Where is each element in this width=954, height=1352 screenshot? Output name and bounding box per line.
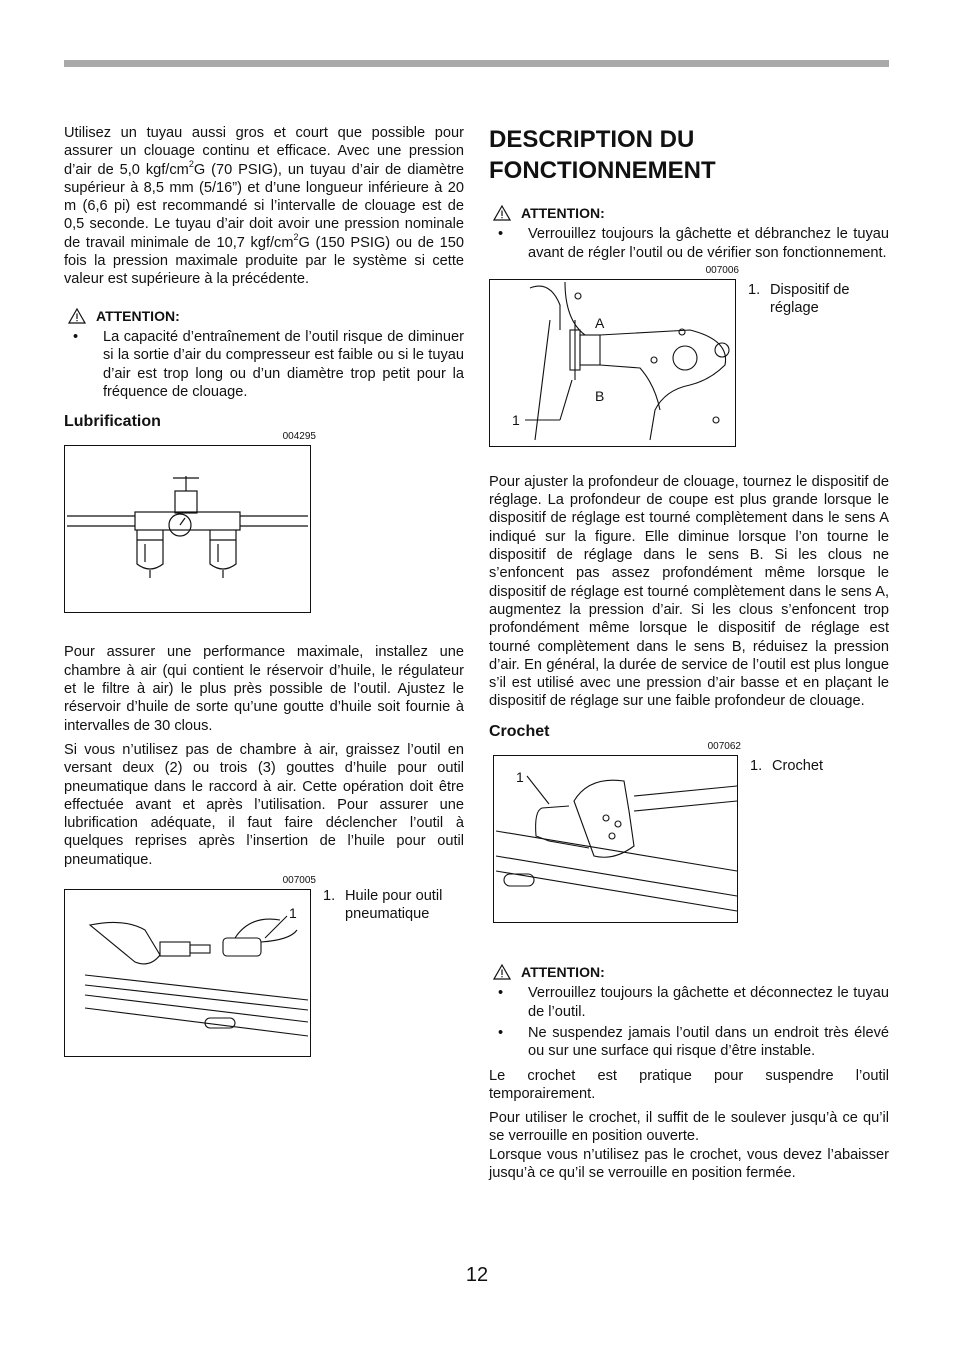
warning-triangle-icon — [493, 205, 511, 221]
lubrification-heading: Lubrification — [64, 413, 161, 431]
depth-paragraph: Pour ajuster la profondeur de clouage, tournez le dispositif de réglage. La profondeur de coupe est plus grande lorsque le dispositif de réglage est tourné complètement dans le sens A indiqué sur la figure. Elle diminue lorsque l’on tourne le dispositif de réglage dans le sens B. Si les clous ne s’enfoncent pas assez profondément même lorsque le dispositif de réglage est tourné complètement dans le sens A, augmentez la pression d’air. Si les clous s’enfoncent trop profondément même lorsque le dispositif de réglage est tourné complètement dans le sens B, réduisez la pression d’air. En général, la durée de service de l’outil est plus longue s’il est utilisé avec une pression d’air basse et en plaçant le dispositif de réglage sur une faible profondeur de clouage. — [489, 473, 889, 710]
figure-code: 004295 — [282, 431, 316, 443]
header-rule — [64, 60, 889, 67]
attention-heading: ATTENTION: — [493, 963, 889, 981]
figure-code: 007005 — [282, 875, 316, 887]
figure-hook — [493, 755, 738, 923]
hook-paragraph-1: Le crochet est pratique pour suspendre l’outil temporairement. — [489, 1067, 889, 1102]
figure-legend: 1. Dispositif de réglage — [748, 281, 850, 317]
warning-triangle-icon — [493, 964, 511, 980]
figure-hook-row — [489, 753, 889, 923]
hook-paragraph-3: Lorsque vous n’utilisez pas le crochet, vous devez l’abaisser jusqu’à ce qu’il se verrouille en position fermée. — [489, 1146, 889, 1182]
figure-legend: 1. Huile pour outil pneumatique — [323, 888, 443, 923]
lubrification-paragraph-1: Pour assurer une performance maximale, installez une chambre à air (qui contient le réservoir d’huile, le régulateur et le filtre à air) le plus près possible de l’outil. Ajustez le réservoir d’huile de sorte qu’une goutte d’huile soit fournie à intervalles de 30 clous. — [64, 644, 464, 734]
figure-label-b: B — [595, 387, 605, 404]
figure-callout-1: 1 — [512, 411, 520, 428]
attention-heading: ATTENTION: — [493, 204, 889, 222]
left-column — [64, 124, 464, 1057]
figure-callout-1: 1 — [289, 905, 297, 922]
attention-list — [489, 984, 889, 1060]
figure-adjuster — [489, 279, 736, 447]
attention-list — [64, 328, 464, 401]
intro-paragraph: Utilisez un tuyau aussi gros et court que possible pour assurer un clouage continu et efficace. Avec une pression d’air de 5,0 kgf/$cm^2G$ (70 PSIG), un tuyau d’air de diamètre supérieur à 8,5 mm (5/16”) et d’une longueur inférieure à 20 m (6,6 pi) est recommandé si l’intervalle de clouage est de 0,5 seconde. Le tuyau d’air doit avoir une pression nominale de travail minimale de 10,7 kgf/$cm^2G$ (150 PSIG) ou de 150 fois la pression maximale produite par le système si cette valeur est supérieure à la précédente. — [64, 125, 464, 288]
page-number: 12 — [465, 1264, 489, 1286]
figure-pneumatic-oil — [64, 889, 311, 1057]
warning-triangle-icon — [68, 308, 86, 324]
figure-code: 007006 — [705, 264, 739, 276]
attention-list — [489, 225, 889, 262]
figure-code: 007062 — [707, 741, 741, 753]
attention-item: • Verrouillez toujours la gâchette et déconnectez le tuyau de l’outil. — [489, 984, 889, 1021]
lubrification-paragraph-2: Si vous n’utilisez pas de chambre à air, graissez l’outil en versant deux (2) ou trois (3) gouttes d’huile pour outil pneumatique dans le raccord à air. Cette opération doit être effectuée avant et après l’utilisation. Pour assurer une lubrification adéquate, il faut faire déclencher l’outil à quelques reprises après l’insertion de l’huile pour outil pneumatique. — [64, 741, 464, 868]
attention-item: • La capacité d’entraînement de l’outil risque de diminuer si la sortie d’air du compresseur est faible ou si le tuyau d’air est trop long ou d’un diamètre trop petit pour la fréquence de clouage. — [64, 328, 464, 401]
hook-illustration — [494, 756, 737, 922]
attention-item: • Ne suspendez jamais l’outil dans un endroit très élevé ou sur une surface qui risque d’être instable. — [489, 1024, 889, 1061]
attention-item: • Verrouillez toujours la gâchette et débranchez le tuyau avant de régler l’outil ou de vérifier son fonctionnement. — [489, 225, 889, 262]
adjuster-illustration — [490, 280, 735, 446]
figure-adjuster-row — [489, 277, 889, 447]
crochet-heading: Crochet — [489, 722, 550, 740]
attention-heading: ATTENTION: — [68, 307, 464, 325]
right-column — [489, 124, 889, 1188]
figure-legend: 1. Crochet — [750, 758, 824, 775]
figure-label-a: A — [595, 314, 605, 331]
section-title: DESCRIPTION DU FONCTIONNEMENT — [489, 126, 716, 184]
figure-air-set — [64, 445, 311, 613]
figure-callout-1: 1 — [516, 769, 524, 786]
hook-paragraph-2: Pour utiliser le crochet, il suffit de le soulever jusqu’à ce qu’il se verrouille en position ouverte. — [489, 1110, 889, 1145]
figure-oil-row — [64, 887, 464, 1057]
pneumatic-oil-illustration — [65, 890, 310, 1056]
air-set-illustration — [65, 446, 310, 612]
